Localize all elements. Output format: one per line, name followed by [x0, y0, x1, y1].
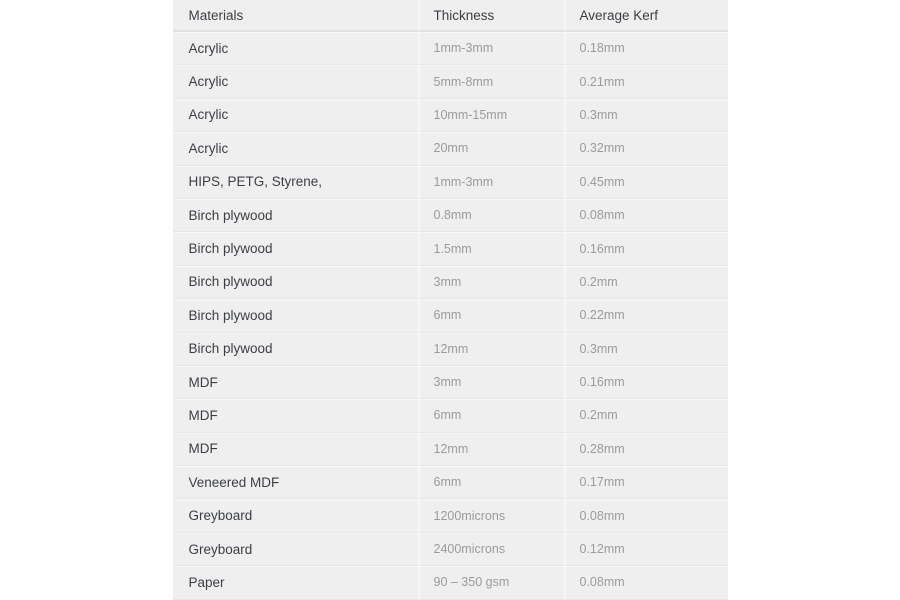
- kerf-cell: 0.12mm: [564, 533, 728, 566]
- material-cell: Paper: [173, 566, 418, 599]
- kerf-cell: 0.08mm: [564, 499, 728, 532]
- thickness-cell: 6mm: [418, 466, 564, 499]
- column-header-thickness: Thickness: [418, 0, 564, 32]
- thickness-cell: 90 – 350 gsm: [418, 566, 564, 599]
- material-cell: MDF: [173, 399, 418, 432]
- kerf-cell: 0.17mm: [564, 466, 728, 499]
- kerf-cell: 0.2mm: [564, 266, 728, 299]
- material-cell: HIPS, PETG, Styrene,: [173, 166, 418, 199]
- materials-kerf-table: [173, 0, 728, 600]
- column-header-materials: Materials: [173, 0, 418, 32]
- material-cell: Acrylic: [173, 65, 418, 98]
- table-row: [173, 333, 728, 366]
- material-cell: MDF: [173, 366, 418, 399]
- kerf-cell: 0.28mm: [564, 433, 728, 466]
- table-row: [173, 566, 728, 599]
- kerf-cell: 0.45mm: [564, 166, 728, 199]
- table-row: [173, 99, 728, 132]
- kerf-cell: 0.08mm: [564, 566, 728, 599]
- thickness-cell: 12mm: [418, 433, 564, 466]
- table-row: [173, 366, 728, 399]
- kerf-cell: 0.21mm: [564, 65, 728, 98]
- materials-kerf-table-container: [173, 0, 728, 600]
- kerf-cell: 0.32mm: [564, 132, 728, 165]
- table-row: [173, 266, 728, 299]
- thickness-cell: 6mm: [418, 399, 564, 432]
- table-row: [173, 65, 728, 98]
- material-cell: Birch plywood: [173, 299, 418, 332]
- material-cell: Acrylic: [173, 32, 418, 65]
- thickness-cell: 0.8mm: [418, 199, 564, 232]
- kerf-cell: 0.2mm: [564, 399, 728, 432]
- thickness-cell: 6mm: [418, 299, 564, 332]
- table-row: [173, 399, 728, 432]
- material-cell: Greyboard: [173, 533, 418, 566]
- material-cell: MDF: [173, 433, 418, 466]
- material-cell: Acrylic: [173, 99, 418, 132]
- kerf-cell: 0.3mm: [564, 333, 728, 366]
- table-header-row: [173, 0, 728, 32]
- kerf-cell: 0.16mm: [564, 366, 728, 399]
- thickness-cell: 3mm: [418, 266, 564, 299]
- material-cell: Greyboard: [173, 499, 418, 532]
- kerf-cell: 0.3mm: [564, 99, 728, 132]
- thickness-cell: 2400microns: [418, 533, 564, 566]
- material-cell: Acrylic: [173, 132, 418, 165]
- table-row: [173, 32, 728, 65]
- table-row: [173, 166, 728, 199]
- table-row: [173, 299, 728, 332]
- table-row: [173, 232, 728, 265]
- material-cell: Veneered MDF: [173, 466, 418, 499]
- table-row: [173, 199, 728, 232]
- kerf-cell: 0.18mm: [564, 32, 728, 65]
- table-row: [173, 466, 728, 499]
- thickness-cell: 10mm-15mm: [418, 99, 564, 132]
- material-cell: Birch plywood: [173, 333, 418, 366]
- thickness-cell: 1.5mm: [418, 232, 564, 265]
- table-row: [173, 132, 728, 165]
- material-cell: Birch plywood: [173, 232, 418, 265]
- kerf-cell: 0.16mm: [564, 232, 728, 265]
- kerf-cell: 0.08mm: [564, 199, 728, 232]
- table-row: [173, 533, 728, 566]
- kerf-cell: 0.22mm: [564, 299, 728, 332]
- column-header-average-kerf: Average Kerf: [564, 0, 728, 32]
- material-cell: Birch plywood: [173, 266, 418, 299]
- thickness-cell: 20mm: [418, 132, 564, 165]
- material-cell: Birch plywood: [173, 199, 418, 232]
- thickness-cell: 12mm: [418, 333, 564, 366]
- thickness-cell: 1200microns: [418, 499, 564, 532]
- table-row: [173, 499, 728, 532]
- thickness-cell: 1mm-3mm: [418, 166, 564, 199]
- thickness-cell: 3mm: [418, 366, 564, 399]
- thickness-cell: 5mm-8mm: [418, 65, 564, 98]
- table-row: [173, 433, 728, 466]
- thickness-cell: 1mm-3mm: [418, 32, 564, 65]
